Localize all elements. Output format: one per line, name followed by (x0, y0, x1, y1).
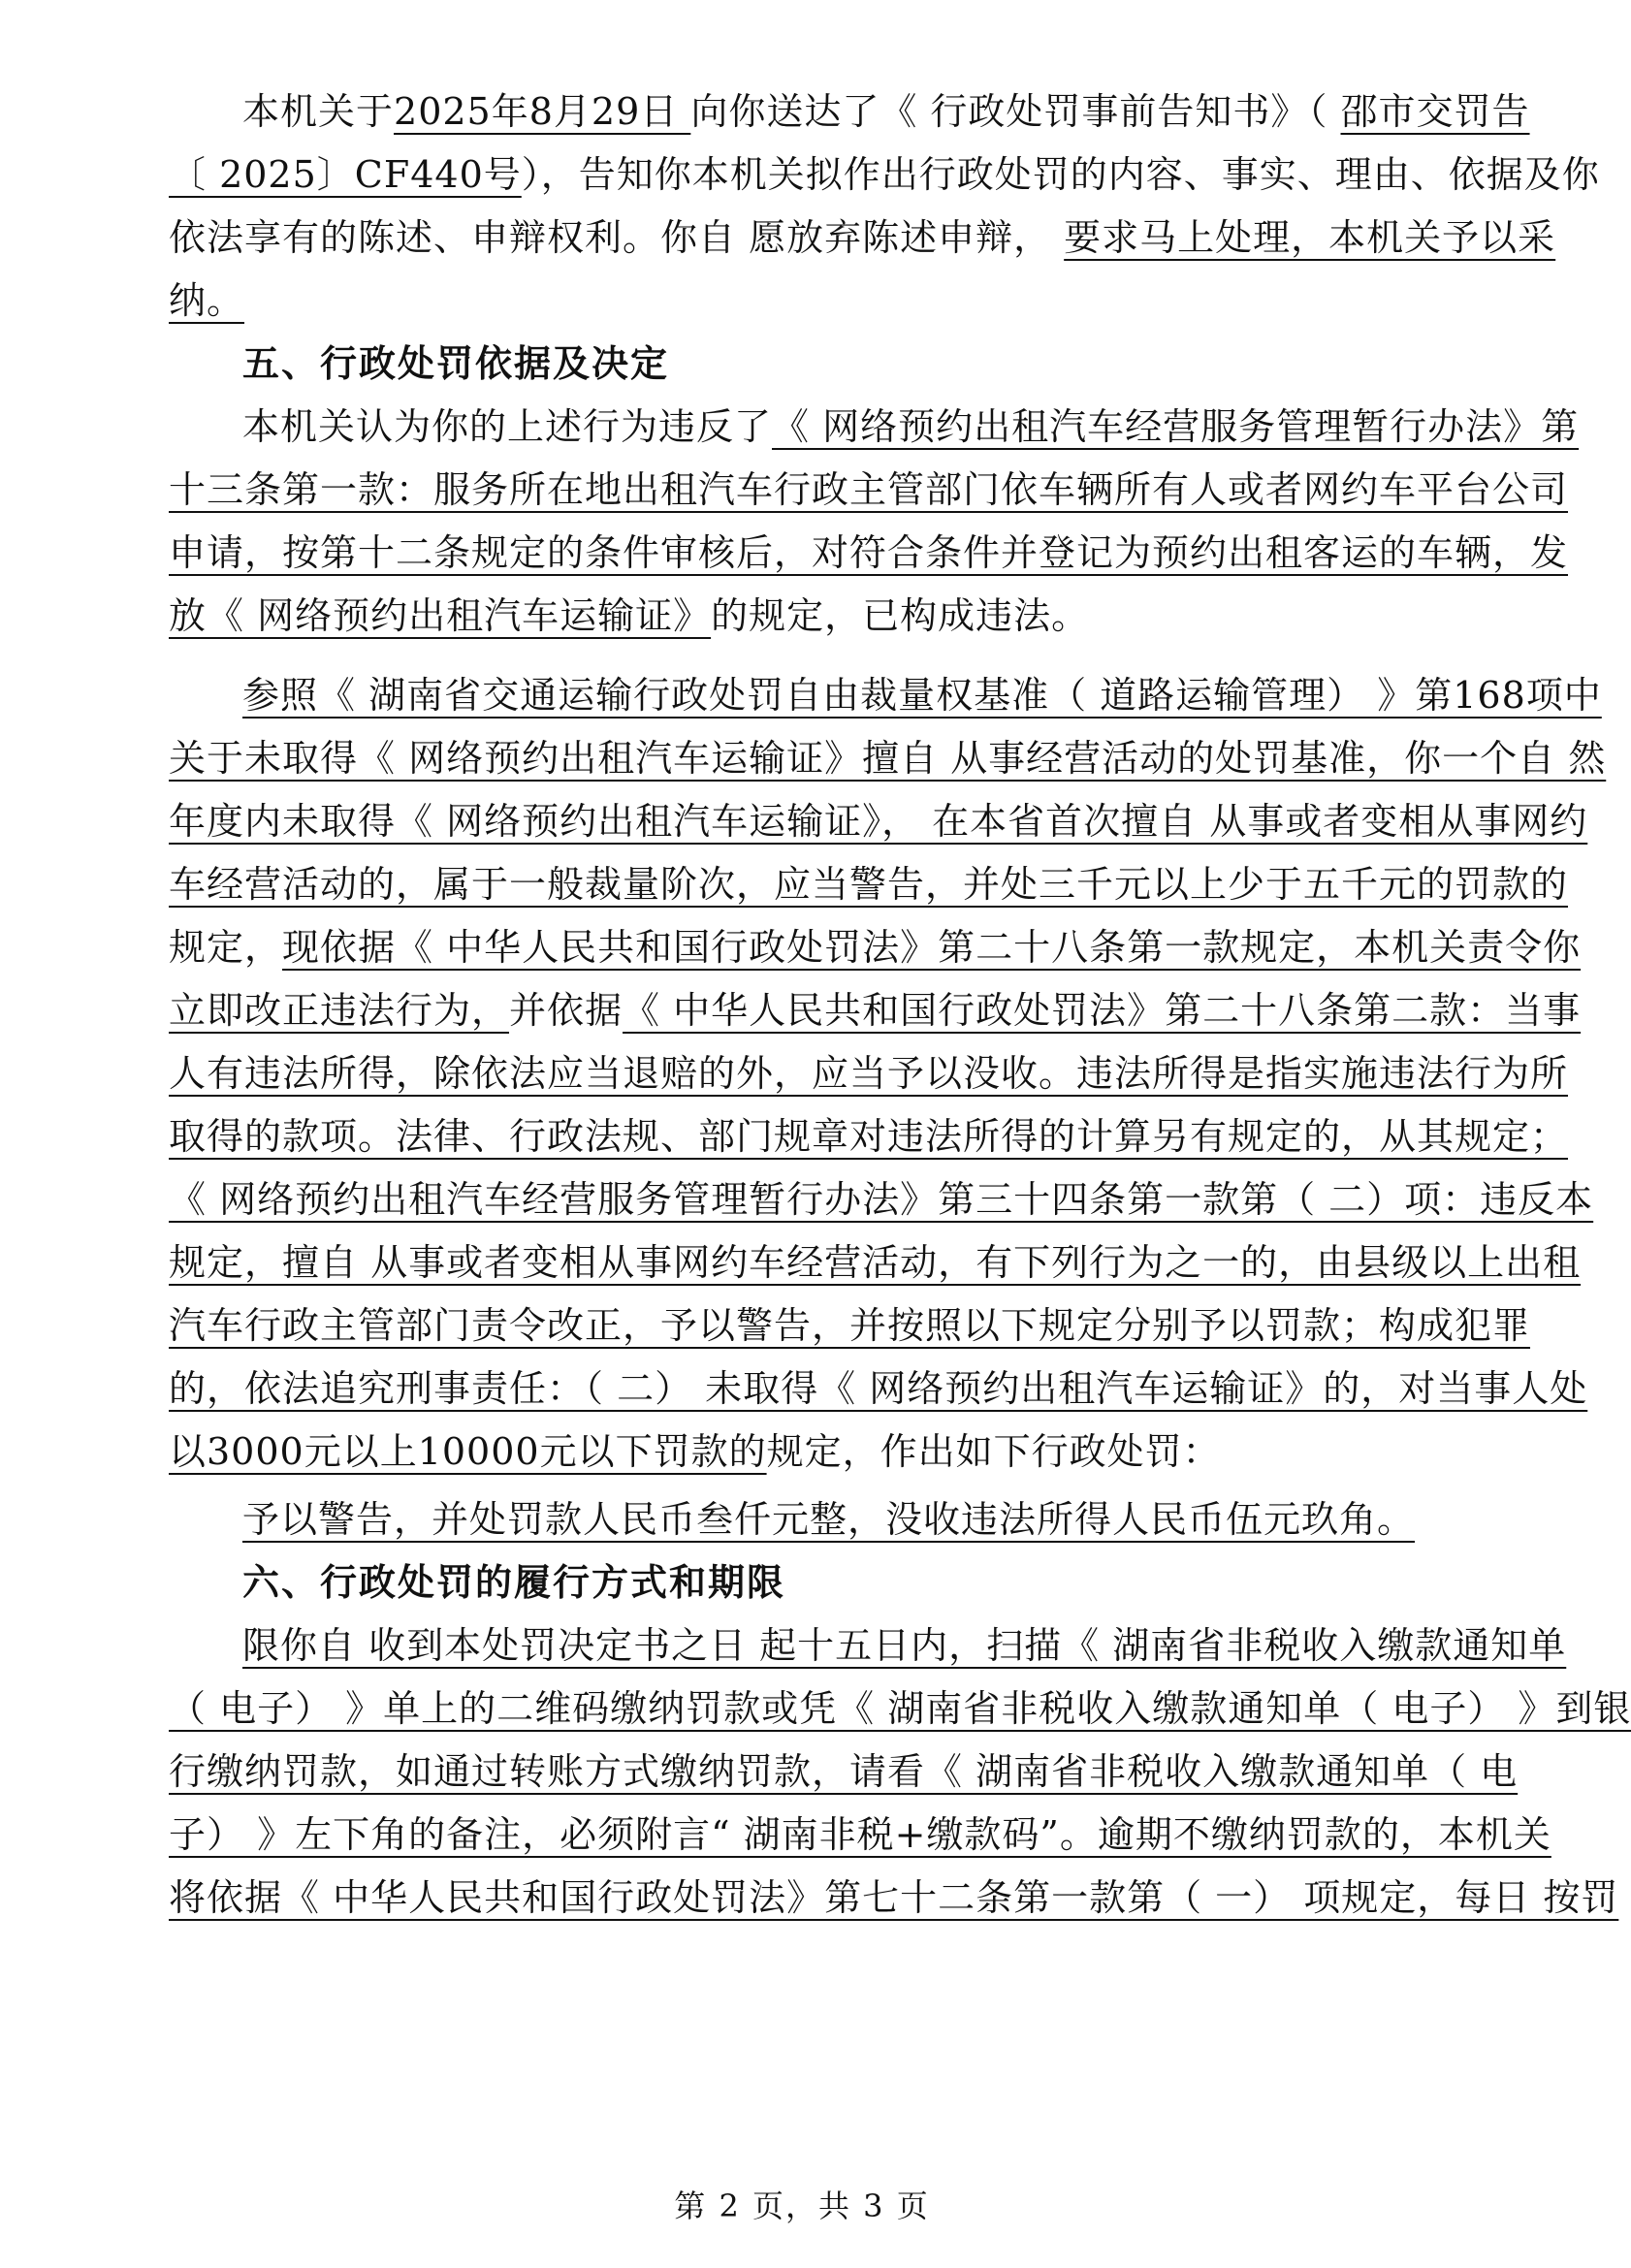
paragraph-3-line-9 (169, 1173, 1594, 1233)
underlined-text-segment: 予以警告，并处罚款人民币叁仟元整，没收违法所得人民币伍元玖角。 (242, 1498, 1416, 1541)
underlined-text-segment: 〔 2025〕CF440号 (169, 153, 522, 196)
underlined-text-segment: 放《 网络预约出租汽车运输证》 (169, 594, 712, 637)
paragraph-5-line-2 (169, 1682, 1631, 1742)
underlined-text-segment: 《 中华人民共和国行政处罚法》第二十八条第二款：当事 (623, 989, 1582, 1032)
paragraph-3-line-7 (169, 1047, 1569, 1107)
paragraph-5-line-4 (169, 1808, 1551, 1869)
underlined-text-segment: 子） 》左下角的备注，必须附言“ 湖南非税+缴款码”。逾期不缴纳罚款的，本机关 (169, 1813, 1551, 1856)
underlined-text-segment: 参照《 湖南省交通运输行政处罚自由裁量权基准（ 道路运输管理） 》第168项中 (242, 674, 1602, 717)
paragraph-5-line-1 (242, 1619, 1567, 1679)
underlined-text-segment: 年度内未取得《 网络预约出租汽车运输证》， 在本省首次擅自 从事或者变相从事网约 (169, 800, 1588, 843)
paragraph-2-line-1 (242, 400, 1580, 461)
underlined-text-segment: 纳。 (169, 279, 245, 322)
paragraph-1-line-2 (169, 148, 1600, 208)
underlined-text-segment: 十三条第一款：服务所在地出租汽车行政主管部门依车辆所有人或者网约车平台公司 (169, 468, 1569, 511)
text-segment: 依法享有的陈述、申辩权利。你自 愿放弃陈述申辩， (169, 216, 1065, 259)
paragraph-1-line-4 (169, 274, 1507, 335)
underlined-text-segment: 以3000元以上10000元以下罚款的 (169, 1430, 767, 1473)
paragraph-1-line-1 (242, 85, 1530, 145)
paragraph-3-line-8 (169, 1110, 1569, 1170)
paragraph-3-line-3 (169, 795, 1588, 855)
text-segment: ），告知你本机关拟作出行政处罚的内容、事实、理由、依据及你 (521, 153, 1600, 196)
paragraph-1-line-3 (169, 211, 1556, 272)
underlined-text-segment: 车经营活动的，属于一般裁量阶次，应当警告，并处三千元以上少于五千元的罚款的 (169, 863, 1569, 906)
underlined-text-segment: 行缴纳罚款，如通过转账方式缴纳罚款，请看《 湖南省非税收入缴款通知单（ 电 (169, 1750, 1519, 1793)
paragraph-3-line-13 (169, 1425, 1507, 1485)
underlined-text-segment: 将依据《 中华人民共和国行政处罚法》第七十二条第一款第（ 一） 项规定，每日 按罚 (169, 1876, 1619, 1919)
paragraph-3-line-11 (169, 1299, 1531, 1359)
paragraph-4-line-1 (242, 1493, 1507, 1553)
underlined-text-segment: 汽车行政主管部门责令改正，予以警告，并按照以下规定分别予以罚款；构成犯罪 (169, 1304, 1531, 1347)
section-heading-6: 六、行政处罚的履行方式和期限 (242, 1560, 786, 1604)
underlined-text-segment: 《 网络预约出租汽车经营服务管理暂行办法》第三十四条第一款第（ 二）项：违反本 (169, 1178, 1594, 1221)
text-segment: 规定，作出如下行政处罚： (766, 1430, 1221, 1473)
paragraph-3-line-5 (169, 921, 1582, 981)
paragraph-2-line-3 (169, 527, 1569, 587)
underlined-text-segment: 关于未取得《 网络预约出租汽车运输证》擅自 从事经营活动的处罚基准，你一个自 然 (169, 737, 1607, 780)
paragraph-5-line-3 (169, 1745, 1519, 1805)
underlined-text-segment: 取得的款项。法律、行政法规、部门规章对违法所得的计算另有规定的，从其规定； (169, 1115, 1569, 1158)
underlined-text-segment: 限你自 收到本处罚决定书之日 起十五日内，扫描《 湖南省非税收入缴款通知单 (242, 1624, 1567, 1667)
underlined-text-segment: 的，依法追究刑事责任：（ 二） 未取得《 网络预约出租汽车运输证》的，对当事人处 (169, 1367, 1588, 1410)
underlined-text-segment: 立即改正违法行为， (169, 989, 510, 1032)
underlined-text-segment: 申请，按第十二条规定的条件审核后，对符合条件并登记为预约出租客运的车辆，发 (169, 531, 1569, 574)
paragraph-5-line-5 (169, 1871, 1619, 1932)
underlined-text-segment: 2025年8月29日 (394, 90, 691, 133)
underlined-text-segment: 规定，擅自 从事或者变相从事网约车经营活动，有下列行为之一的，由县级以上出租 (169, 1241, 1582, 1284)
paragraph-3-line-10 (169, 1236, 1582, 1296)
text-segment: 向你送达了《 行政处罚事前告知书》（ (690, 90, 1341, 133)
paragraph-2-line-4 (169, 590, 1507, 650)
paragraph-3-line-6 (169, 984, 1582, 1044)
underlined-text-segment: 要求马上处理，本机关予以采 (1064, 216, 1556, 259)
text-segment: 本机关于 (242, 90, 395, 133)
underlined-text-segment: 《 网络预约出租汽车经营服务管理暂行办法》第 (772, 405, 1580, 448)
text-segment: 并依据 (509, 989, 624, 1032)
paragraph-3-line-1 (242, 669, 1602, 729)
page-number-footer: 第 2 页，共 3 页 (674, 2188, 930, 2224)
underlined-text-segment: 人有违法所得，除依法应当退赔的外，应当予以没收。违法所得是指实施违法行为所 (169, 1052, 1569, 1095)
underlined-text-segment: 现依据《 中华人民共和国行政处罚法》第二十八条第一款规定，本机关责令你 (282, 926, 1582, 969)
underlined-text-segment: （ 电子） 》单上的二维码缴纳罚款或凭《 湖南省非税收入缴款通知单（ 电子） 》到银 (169, 1687, 1631, 1730)
section-heading-5: 五、行政处罚依据及决定 (242, 341, 670, 385)
paragraph-3-line-2 (169, 732, 1607, 792)
text-segment: 本机关认为你的上述行为违反了 (242, 405, 773, 448)
text-segment: 的规定，已构成违法。 (711, 594, 1090, 637)
underlined-text-segment: 邵市交罚告 (1340, 90, 1530, 133)
paragraph-3-line-12 (169, 1362, 1588, 1422)
paragraph-2-line-2 (169, 463, 1569, 524)
text-segment: 规定， (169, 926, 283, 969)
paragraph-3-line-4 (169, 858, 1569, 918)
